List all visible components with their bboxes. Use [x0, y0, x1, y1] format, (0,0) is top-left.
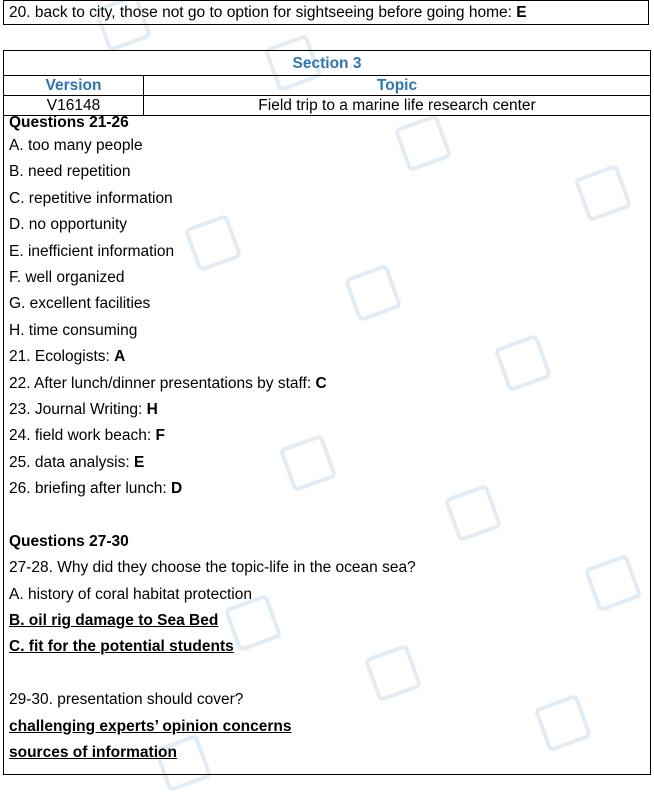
answer-24: [9, 423, 645, 449]
questions-21-26-heading: Questions 21-26: [9, 114, 129, 131]
option-e: E. inefficient information: [9, 242, 175, 260]
answer-21-letter: A: [114, 348, 126, 366]
section-title: Section 3: [4, 51, 651, 76]
answer-24-text: 24. field work beach:: [9, 427, 156, 445]
question-27-28: 27-28. Why did they choose the topic-life in the ocean sea?: [9, 559, 416, 577]
answer-26: [9, 476, 645, 502]
option-d: D. no opportunity: [9, 216, 128, 234]
topic-header: Topic: [144, 76, 651, 96]
version-header: Version: [4, 76, 144, 96]
option-a: A. too many people: [9, 137, 143, 154]
answer-24-letter: F: [155, 427, 165, 445]
answer-26-text: 26. briefing after lunch:: [9, 480, 171, 498]
question-20-text: 20. back to city, those not go to option for sightseeing before going home:: [9, 4, 517, 21]
answer-25-text: 25. data analysis:: [9, 453, 134, 471]
answer-22: [9, 371, 645, 397]
questions-content: [3, 113, 651, 775]
version-value: V16148: [4, 96, 144, 116]
blank-line: [9, 502, 645, 528]
option-27-28-b: B. oil rig damage to Sea Bed: [9, 612, 219, 630]
option-h: H. time consuming: [9, 321, 138, 339]
answer-23-text: 23. Journal Writing:: [9, 400, 147, 418]
option-f: F. well organized: [9, 268, 125, 286]
option-b: B. need repetition: [9, 163, 131, 181]
answer-25: [9, 450, 645, 476]
question-20-row: [3, 0, 649, 25]
option-27-28-c: C. fit for the potential students: [9, 638, 234, 656]
answer-21: [9, 344, 645, 370]
option-g: G. excellent facilities: [9, 295, 151, 313]
blank-line: [9, 661, 645, 687]
answer-23: [9, 397, 645, 423]
option-27-28-a: A. history of coral habitat protection: [9, 585, 252, 603]
questions-27-30-heading: Questions 27-30: [9, 532, 129, 550]
answer-22-text: 22. After lunch/dinner presentations by staff:: [9, 374, 316, 392]
question-29-30: 29-30. presentation should cover?: [9, 691, 244, 709]
question-20-answer: E: [516, 4, 527, 21]
answer-29-30-first: challenging experts’ opinion concerns: [9, 717, 292, 735]
answer-29-30-second: sources of information: [9, 743, 177, 761]
option-c: C. repetitive information: [9, 189, 173, 207]
topic-value: Field trip to a marine life research center: [144, 96, 651, 116]
answer-26-letter: D: [171, 480, 183, 498]
answer-25-letter: E: [133, 453, 145, 471]
answer-21-text: 21. Ecologists:: [9, 348, 115, 366]
answer-23-letter: H: [146, 400, 158, 418]
section-info-table: [3, 50, 651, 116]
answer-22-letter: C: [315, 374, 327, 392]
